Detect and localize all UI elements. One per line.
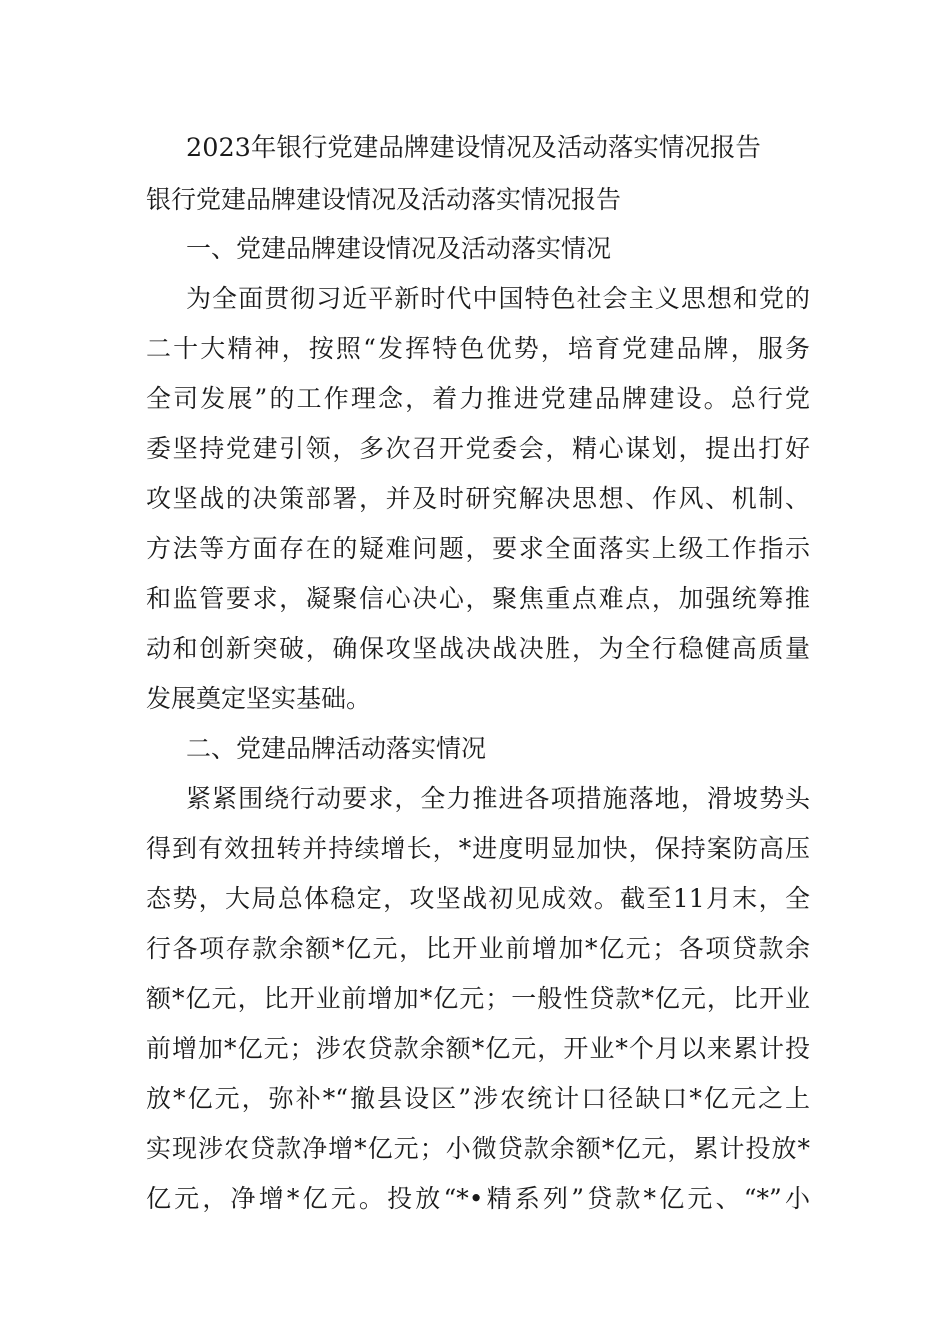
paragraph-line: 前增加*亿元；涉农贷款余额*亿元，开业*个月以来累计投 (146, 1034, 810, 1063)
paragraph-line: 攻坚战的决策部署，并及时研究解决思想、作风、机制、 (146, 484, 810, 513)
paragraph-line: 委坚持党建引领，多次召开党委会，精心谋划，提出打好 (146, 434, 810, 463)
section-heading-1: 一、党建品牌建设情况及活动落实情况 (186, 234, 612, 263)
document-title: 2023年银行党建品牌建设情况及活动落实情况报告 (186, 133, 761, 163)
paragraph-line: 紧紧围绕行动要求，全力推进各项措施落地，滑坡势头 (186, 784, 810, 813)
paragraph-line: 动和创新突破，确保攻坚战决战决胜，为全行稳健高质量 (146, 634, 810, 663)
paragraph-line: 行各项存款余额*亿元，比开业前增加*亿元；各项贷款余 (146, 934, 810, 963)
paragraph-line: 方法等方面存在的疑难问题，要求全面落实上级工作指示 (146, 534, 810, 563)
document-subtitle: 银行党建品牌建设情况及活动落实情况报告 (146, 185, 622, 214)
paragraph-line: 放*亿元，弥补*“撤县设区”涉农统计口径缺口*亿元之上 (146, 1084, 810, 1113)
paragraph-line: 二十大精神，按照“发挥特色优势，培育党建品牌，服务 (146, 334, 810, 363)
paragraph-line: 为全面贯彻习近平新时代中国特色社会主义思想和党的 (186, 284, 810, 313)
paragraph-line: 额*亿元，比开业前增加*亿元；一般性贷款*亿元，比开业 (146, 984, 810, 1013)
paragraph-line: 发展奠定坚实基础。 (146, 684, 372, 713)
paragraph-line: 得到有效扭转并持续增长，*进度明显加快，保持案防高压 (146, 834, 810, 863)
paragraph-line: 实现涉农贷款净增*亿元；小微贷款余额*亿元，累计投放* (146, 1134, 810, 1163)
paragraph-line: 全司发展”的工作理念，着力推进党建品牌建设。总行党 (146, 384, 810, 413)
paragraph-line: 亿元，净增*亿元。投放“*•精系列”贷款*亿元、“*”小 (146, 1184, 810, 1213)
paragraph-line: 态势，大局总体稳定，攻坚战初见成效。截至11月末，全 (146, 884, 810, 913)
paragraph-line: 和监管要求，凝聚信心决心，聚焦重点难点，加强统筹推 (146, 584, 810, 613)
section-heading-2: 二、党建品牌活动落实情况 (186, 734, 487, 763)
